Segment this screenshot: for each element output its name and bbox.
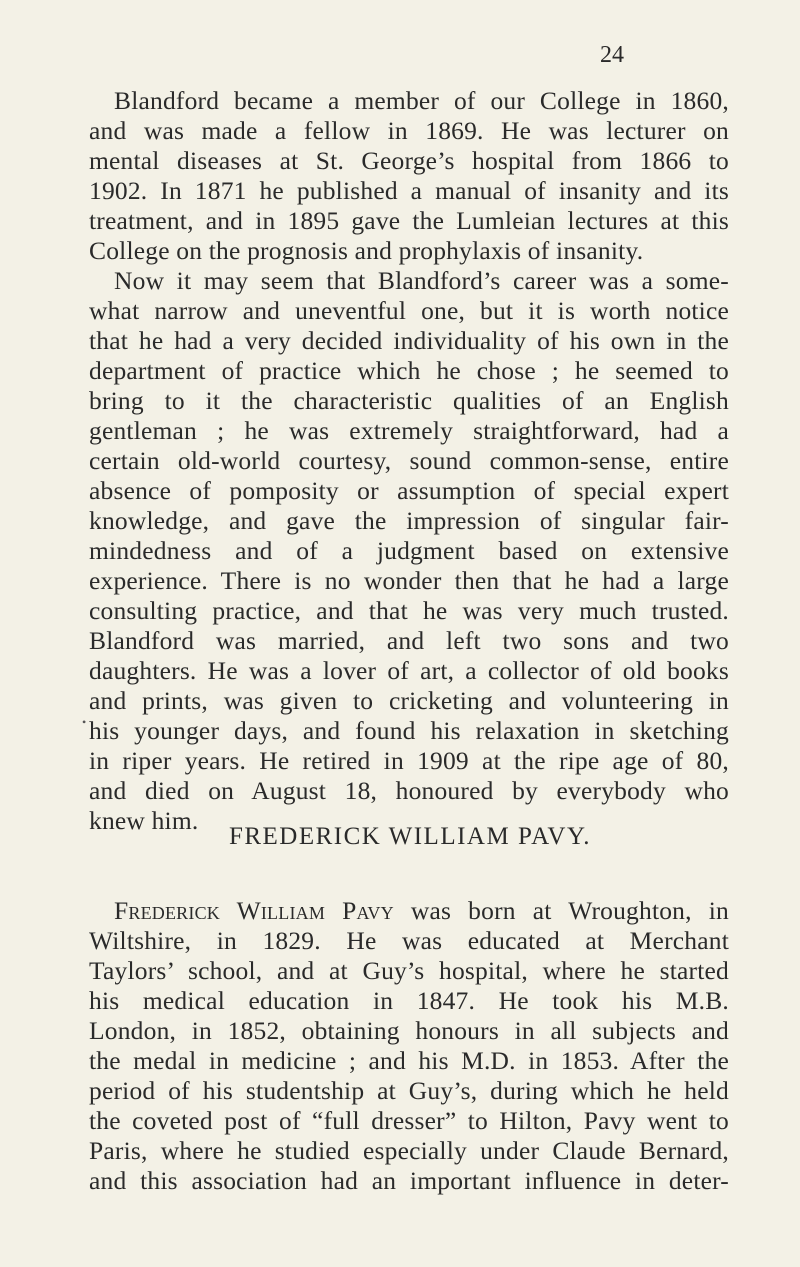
stray-mark: •	[82, 715, 87, 729]
section-heading: FREDERICK WILLIAM PAVY.	[228, 823, 592, 850]
text-line: knowledge, and gave the impression of singular fair-	[89, 506, 729, 535]
text-line: and died on August 18, honoured by everybody who	[89, 776, 729, 805]
name-smallcaps: Frederick William Pavy	[114, 896, 394, 925]
text-line: 1902. In 1871 he published a manual of insanity and its	[89, 176, 729, 205]
text-line: consulting practice, and that he was very much trusted.	[89, 596, 729, 625]
text-line: mental diseases at St. George’s hospital from 1866 to	[89, 146, 729, 175]
text-line: College on the prognosis and prophylaxis of insanity.	[89, 236, 644, 265]
text-line: Paris, where he studied especially under Claude Bernard,	[89, 1136, 729, 1165]
text-line: the medal in medicine ; and his M.D. in 1853. After the	[89, 1046, 729, 1075]
text-line: Blandford was married, and left two sons and two	[89, 626, 729, 655]
text-line: Now it may seem that Blandford’s career was a some-	[114, 266, 729, 295]
text-line: that he had a very decided individuality of his own in the	[89, 326, 729, 355]
text-line: certain old-world courtesy, sound common-sense, entire	[89, 446, 729, 475]
text-line: his younger days, and found his relaxation in sketching	[89, 716, 729, 745]
text-line: and prints, was given to cricketing and volunteering in	[89, 686, 729, 715]
text-line: absence of pomposity or assumption of special expert	[89, 476, 729, 505]
paragraph-pavy-biography	[89, 896, 729, 1196]
text-line: mindedness and of a judgment based on extensive	[89, 536, 729, 565]
text-line: period of his studentship at Guy’s, during which he held	[89, 1076, 729, 1105]
paragraph-blandford-character	[89, 266, 729, 836]
text-line: and was made a fellow in 1869. He was lecturer on	[89, 116, 729, 145]
text-line: bring to it the characteristic qualities of an English	[89, 386, 729, 415]
text-line: department of practice which he chose ; he seemed to	[89, 356, 729, 385]
text-line: gentleman ; he was extremely straightforward, had a	[89, 416, 729, 445]
text-line	[89, 896, 729, 926]
text-line: knew him.	[89, 806, 199, 835]
text-line: daughters. He was a lover of art, a collector of old books	[89, 656, 729, 685]
text-line: London, in 1852, obtaining honours in all subjects and	[89, 1016, 729, 1045]
paragraph-blandford-career	[89, 86, 729, 266]
text-line: treatment, and in 1895 gave the Lumleian lectures at this	[89, 206, 729, 235]
text-line: the coveted post of “full dresser” to Hilton, Pavy went to	[89, 1106, 729, 1135]
text-line: and this association had an important influence in deter-	[89, 1166, 729, 1195]
text-line: Taylors’ school, and at Guy’s hospital, where he started	[89, 956, 729, 985]
text-line: his medical education in 1847. He took his M.B.	[89, 986, 729, 1015]
text-line: what narrow and uneventful one, but it is worth notice	[89, 296, 729, 325]
text-line-rest: was born at Wroughton, in	[393, 896, 730, 925]
text-line: experience. There is no wonder then that he had a large	[89, 566, 729, 595]
text-line: Wiltshire, in 1829. He was educated at Merchant	[89, 926, 729, 955]
text-line: Blandford became a member of our College in 1860,	[114, 86, 729, 115]
text-line: in riper years. He retired in 1909 at the ripe age of 80,	[89, 746, 729, 775]
page-number: 24	[600, 42, 624, 68]
